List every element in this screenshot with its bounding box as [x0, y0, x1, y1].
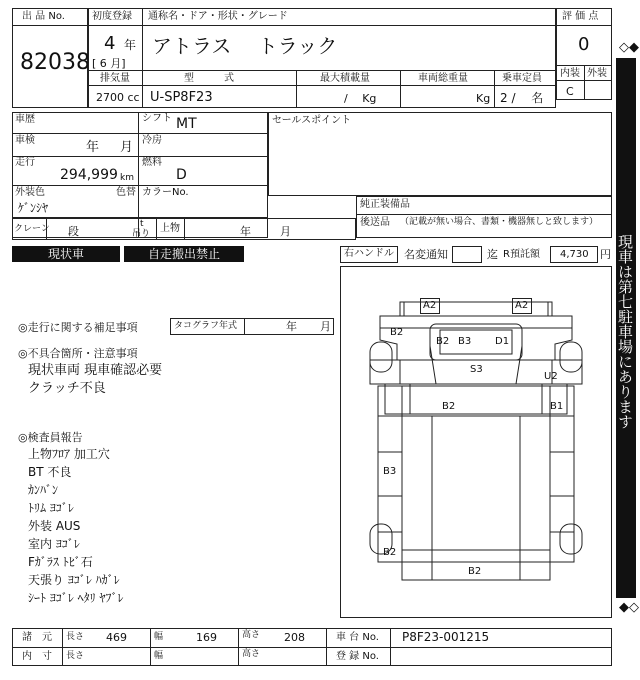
chassis-label: 車 台 No. [336, 632, 379, 643]
mark-b2-bed: B2 [442, 401, 456, 412]
crane-hang: 吊り [132, 229, 151, 239]
attachments-label: 後送品 [360, 217, 390, 228]
attachments-note: （記載が無い場合、書類・機器無しと致します） [400, 217, 599, 227]
model-name: アトラス トラック [152, 34, 338, 58]
inspection-month: 月 [120, 140, 134, 155]
length-label: 長さ [66, 632, 85, 642]
inspector-item: BT 不良 [28, 465, 72, 479]
no-self-drive-tag: 自走搬出禁止 [124, 246, 244, 262]
rating-label: 評 価 点 [562, 11, 599, 22]
genuine-equip-label: 純正装備品 [360, 199, 410, 210]
upper-label: 上物 [160, 223, 180, 234]
mileage-label: 走行 [15, 157, 35, 168]
mark-b2-lower-left: B2 [383, 547, 397, 558]
reg-label: 登 録 No. [336, 651, 379, 662]
yen-label: 円 [600, 248, 611, 261]
tacho-month: 月 [320, 320, 331, 333]
year-unit: 年 [124, 38, 137, 52]
inspector-item: 外装 AUS [28, 519, 81, 533]
displacement-label: 排気量 [100, 73, 130, 84]
height-label: 高さ [242, 630, 261, 640]
ext-color-label: 外装色 [15, 187, 45, 198]
upper-month: 月 [280, 225, 291, 238]
fuel-value: D [176, 167, 187, 183]
ext-color-value: ｹﾞﾝｼﾔ [18, 201, 49, 215]
chassis-value: P8F23-001215 [402, 630, 490, 644]
interior-grade: C [566, 85, 574, 98]
mark-b1: B1 [550, 401, 564, 412]
mark-a2-right: A2 [515, 300, 529, 311]
inspection-year: 年 [86, 140, 100, 155]
defect-item: 現状車両 現車確認必要 [28, 363, 163, 378]
fuel-label: 燃料 [142, 157, 162, 168]
inspector-item: ｼｰﾄ ﾖｺﾞﾚ ﾍﾀﾘ ﾔﾌﾞﾚ [28, 591, 124, 605]
diamond-bottom-icon: ◆◇ [619, 600, 639, 615]
width-label: 幅 [154, 632, 164, 642]
inspector-item: ﾄﾘﾑ ﾖｺﾞﾚ [28, 501, 74, 515]
lot-no-label: 出 品 No. [22, 11, 65, 22]
r-tax-value: 4,730 [560, 249, 589, 260]
mark-b2-front-left: B2 [390, 327, 404, 338]
internal-label: 内 寸 [22, 651, 52, 662]
shift-value: MT [176, 116, 197, 132]
first-reg-month: [ 6 月] [92, 57, 126, 70]
mark-b3-left: B3 [383, 466, 397, 477]
inspector-item: ｶﾝﾊﾞﾝ [28, 483, 59, 497]
inspector-item: 上物ﾌﾛｱ 加工穴 [28, 447, 110, 461]
defects-label: ◎不具合箇所・注意事項 [18, 347, 138, 360]
length-value: 469 [106, 631, 127, 644]
interior-label: 内装 [560, 68, 580, 79]
mark-a2-left: A2 [423, 300, 437, 311]
first-reg-year: 4 [104, 33, 116, 54]
capacity-value: 2 / 名 [500, 91, 544, 105]
mark-s3: S3 [470, 364, 483, 375]
int-length-label: 長さ [66, 651, 85, 661]
height-value: 208 [284, 631, 305, 644]
max-load-label: 最大積載量 [320, 73, 370, 84]
model-name-label: 通称名・ドア・形状・グレード [148, 11, 288, 22]
crane-label: クレーン [14, 224, 50, 234]
mark-b2-cab-left: B2 [436, 336, 450, 347]
specs-label: 諸 元 [22, 632, 52, 643]
width-value: 169 [196, 631, 217, 644]
model-code-label: 型 式 [184, 73, 234, 84]
gross-weight-label: 車両総重量 [418, 73, 468, 84]
gross-weight-value: Kg [476, 92, 491, 105]
tacho-year: 年 [286, 320, 297, 333]
inspector-item: 天張り ﾖｺﾞﾚ ﾊｶﾞﾚ [28, 573, 120, 587]
name-change-label: 名変通知 [404, 248, 448, 261]
max-load-value: / Kg [344, 92, 377, 105]
name-change-value-box [452, 246, 482, 263]
mileage-unit: km [120, 173, 134, 183]
diamond-top-icon: ◇◆ [619, 40, 639, 55]
displacement-value: 2700 cc [96, 91, 140, 104]
color-no-label: カラーNo. [142, 187, 189, 198]
driving-notes-label: ◎走行に関する補足事項 [18, 321, 138, 334]
inspector-label: ◎検査員報告 [18, 431, 83, 444]
ac-label: 冷房 [142, 135, 162, 146]
first-reg-label: 初度登録 [92, 11, 132, 22]
crane-step: 段 [68, 225, 79, 238]
current-car-tag: 現状車 [12, 246, 120, 262]
mark-b2-rear: B2 [468, 566, 482, 577]
mark-d1: D1 [495, 336, 510, 347]
rating-value: 0 [578, 34, 590, 55]
crane-ton: t [140, 219, 144, 229]
int-width-label: 幅 [154, 651, 164, 661]
color-change-label: 色替 [116, 187, 136, 198]
right-handle: 右ハンドル [344, 248, 394, 259]
int-height-label: 高さ [242, 649, 261, 659]
mark-u2: U2 [544, 371, 558, 382]
upper-year: 年 [240, 225, 251, 238]
lot-number: 82038 [20, 50, 90, 75]
mileage-value: 294,999 [60, 167, 118, 183]
side-notice: 現車は第七駐車場にあります [616, 58, 636, 598]
inspector-item: 室内 ﾖｺﾞﾚ [28, 537, 80, 551]
r-tax-label: R預託額 [503, 249, 540, 260]
inspector-item: Fｶﾞﾗｽ ﾄﾋﾞ石 [28, 555, 93, 569]
capacity-label: 乗車定員 [502, 73, 542, 84]
defect-item: クラッチ不良 [28, 381, 106, 396]
inspection-label: 車検 [15, 135, 35, 146]
shift-label: シフト [142, 113, 172, 124]
tachograph-label: タコグラフ年式 [174, 321, 238, 331]
mark-b3-cab: B3 [458, 336, 472, 347]
model-code-value: U-SP8F23 [150, 90, 213, 105]
history-label: 車歴 [15, 114, 35, 125]
sales-point-label: セールスポイント [272, 115, 352, 126]
exterior-label: 外装 [587, 68, 607, 79]
tax-label: 迄 [487, 248, 498, 261]
